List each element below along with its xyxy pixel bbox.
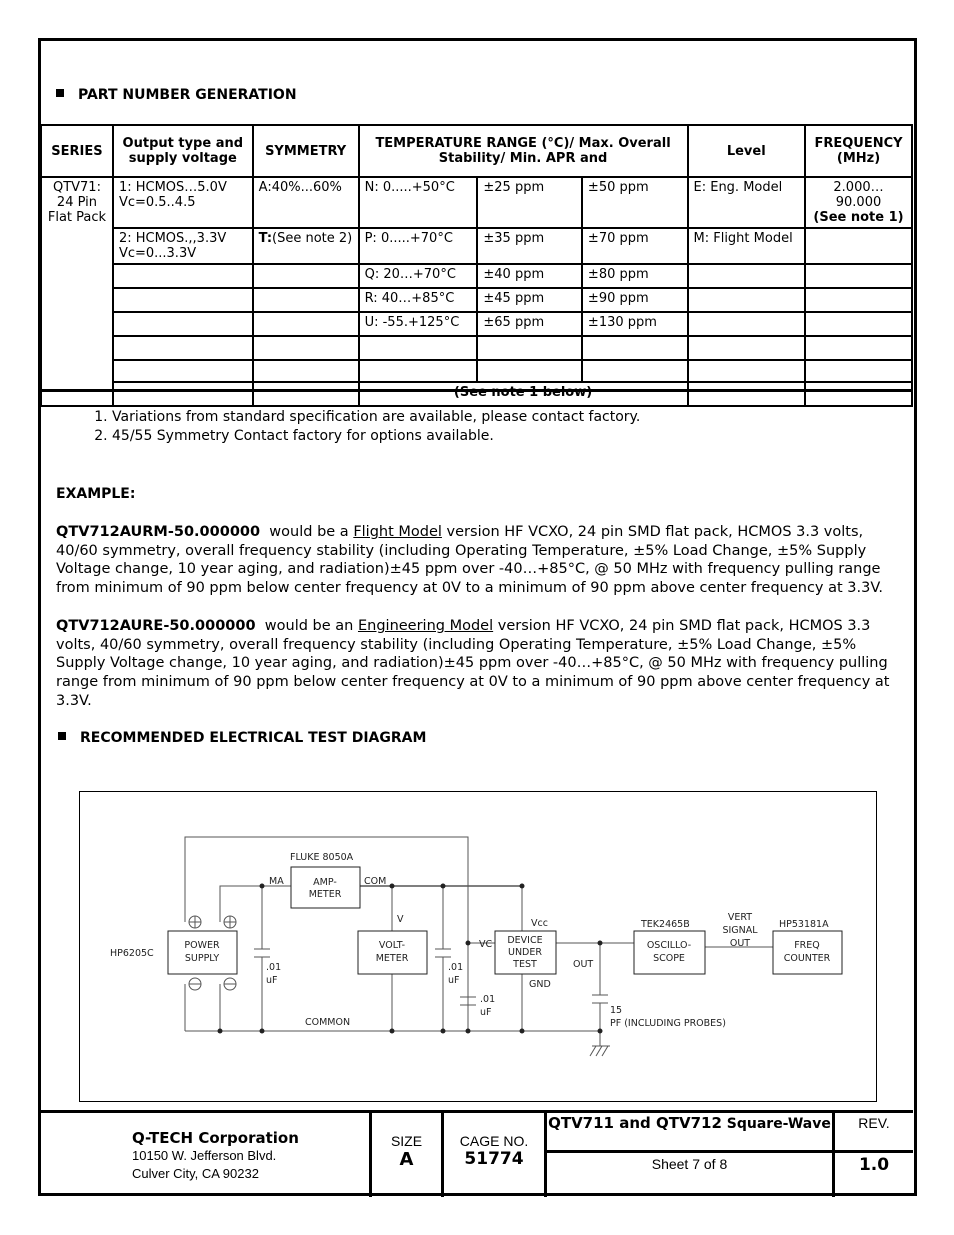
temp-cell: N: 0.....+50°C [359, 177, 478, 228]
empty-cell [805, 264, 912, 288]
empty-cell [688, 360, 806, 382]
output-line: 1: HCMOS…5.0V [118, 180, 227, 195]
part-number-table [40, 124, 913, 407]
empty-cell [805, 336, 912, 360]
title-sub: Square-Wave [721, 1116, 831, 1132]
apr-cell: ±50 ppm [582, 177, 688, 228]
stability-cell: ±65 ppm [477, 312, 582, 336]
empty-cell [253, 382, 359, 406]
frequency-range: 2.000…90.000 [833, 180, 884, 210]
empty-cell [113, 264, 253, 288]
empty-cell [253, 360, 359, 382]
cap-label: .01 [266, 962, 282, 973]
section-test-diagram [58, 730, 426, 746]
voltmeter-label: VOLT- [378, 940, 406, 951]
empty-cell [113, 360, 253, 382]
engineering-model-term: Engineering Model [357, 618, 494, 634]
see-note-cell: (See note 1 below) [359, 382, 688, 406]
hp6205c-label: HP6205C [110, 948, 154, 959]
frequency-cell [805, 177, 912, 228]
empty-cell [688, 336, 806, 360]
empty-cell [253, 312, 359, 336]
output-cell [113, 228, 253, 264]
table-row [41, 312, 912, 336]
fluke-label: FLUKE 8050A [290, 852, 354, 863]
cap-label: .01 [480, 994, 496, 1005]
apr-cell: ±70 ppm [582, 228, 688, 264]
common-label: COMMON [305, 1017, 351, 1028]
section-title: RECOMMENDED ELECTRICAL TEST DIAGRAM [80, 730, 427, 746]
rev-cell [835, 1113, 913, 1197]
header-symmetry: SYMMETRY [253, 125, 359, 177]
document-title [547, 1113, 832, 1153]
apr-cell: ±90 ppm [582, 288, 688, 312]
freq-counter-label: COUNTER [783, 953, 831, 964]
v-label: V [397, 914, 404, 925]
empty-cell [688, 312, 806, 336]
stability-cell: ±45 ppm [477, 288, 582, 312]
empty-cell [253, 288, 359, 312]
gnd-label: GND [529, 979, 551, 990]
empty-cell [805, 360, 912, 382]
sheet-number: Sheet 7 of 8 [651, 1156, 728, 1172]
example-1 [56, 523, 908, 598]
cap-15-label: 15 [610, 1005, 623, 1016]
empty-cell [113, 382, 253, 406]
temp-cell: U: -55.+125°C [359, 312, 478, 336]
series-line: QTV71: [52, 180, 101, 195]
level-cell: M: Flight Model [688, 228, 806, 264]
com-label: COM [364, 876, 387, 887]
tek-label: TEK2465B [641, 919, 690, 930]
empty-cell [253, 264, 359, 288]
series-line: 24 Pin [56, 195, 98, 210]
voltmeter-label: METER [375, 953, 409, 964]
rev-label: REV. [835, 1113, 913, 1153]
table-row [41, 288, 912, 312]
company-cell [40, 1113, 372, 1197]
example-title: EXAMPLE: [56, 486, 136, 502]
address-line: 10150 W. Jefferson Blvd. [132, 1148, 277, 1163]
vcc-label: Vcc [531, 918, 548, 929]
temp-cell: R: 40…+85°C [359, 288, 478, 312]
symmetry-note: (See note 2) [272, 231, 353, 246]
cap-unit: uF [480, 1007, 492, 1018]
empty-cell [805, 228, 912, 264]
output-line: Vc=0.5..4.5 [118, 195, 196, 210]
bullet-icon [56, 89, 64, 97]
level-cell: E: Eng. Model [688, 177, 806, 228]
frequency-note: (See note 1) [813, 210, 904, 225]
part-number: QTV712AURE-50.000000 [56, 618, 256, 634]
temp-cell: Q: 20…+70°C [359, 264, 478, 288]
section-part-number-generation [56, 87, 297, 103]
signal-label: VERT [727, 912, 753, 923]
flight-model-term: Flight Model [353, 524, 442, 540]
empty-cell [805, 312, 912, 336]
empty-cell [688, 382, 806, 406]
apr-cell: ±80 ppm [582, 264, 688, 288]
output-line: 2: HCMOS.,,3.3V [118, 231, 227, 246]
cap-label: .01 [448, 962, 464, 973]
cap-unit: uF [266, 975, 278, 986]
note-item: 2. 45/55 Symmetry Contact factory for options available. [112, 427, 640, 446]
text: would be an [255, 618, 358, 634]
stability-cell: ±40 ppm [477, 264, 582, 288]
company-name: Q-TECH Corporation [132, 1129, 299, 1147]
header-level: Level [688, 125, 806, 177]
rev-value: 1.0 [858, 1155, 890, 1175]
empty-cell [688, 288, 806, 312]
oscilloscope-label: OSCILLO- [646, 940, 692, 951]
text: version HF VCXO, 24 pin SMD flat pack, HCMOS 3.3 volts, 40/60 symmetry, overall frequency stability (including Operating Temperature, ±5% Load Change, ±5% Supply Voltage change, 10 year aging, and radiation)±45 ppm over -40…+85°C, @ 50 MHz with frequency pulling range from minimum of 90 ppm below center frequency at 0V to a minimum of 90 ppm above center frequency at 3.3V. [56, 618, 890, 709]
cage-value: 51774 [464, 1149, 524, 1169]
power-supply-label: POWER [184, 940, 220, 951]
temp-cell: P: 0.....+70°C [359, 228, 478, 264]
header-series: SERIES [41, 125, 113, 177]
ma-label: MA [269, 876, 284, 887]
table-bottom-rule [40, 389, 913, 392]
table-row [41, 360, 912, 382]
text: would be a [260, 524, 354, 540]
apr-cell: ±130 ppm [582, 312, 688, 336]
empty-cell [113, 312, 253, 336]
test-circuit-diagram [80, 792, 876, 1101]
output-cell [113, 177, 253, 228]
header-temperature: TEMPERATURE RANGE (°C)/ Max. Overall Stability/ Min. APR and [359, 125, 688, 177]
section-title: PART NUMBER GENERATION [78, 87, 297, 103]
text: version HF VCXO, 24 pin SMD flat pack, HCMOS 3.3 volts, 40/60 symmetry, overall frequency stability (including Operating Temperature, ±5% Load Change, ±5% Supply Voltage change, 10 year aging, and radiation)±45 ppm over -40…+85°C, @ 50 MHz with frequency pulling range from minimum of 90 ppm below center frequency at 0V to a minimum of 90 ppm above center frequency at 3.3V. [56, 524, 884, 597]
empty-cell [477, 336, 582, 360]
note-item: 1. Variations from standard specification are available, please contact factory. [112, 408, 640, 427]
symmetry-cell [253, 228, 359, 264]
empty-cell [113, 336, 253, 360]
dut-label: DEVICE [507, 935, 543, 946]
title-block [40, 1110, 913, 1197]
empty-cell [805, 288, 912, 312]
empty-cell [477, 360, 582, 382]
empty-cell [113, 288, 253, 312]
bullet-icon [58, 732, 66, 740]
empty-cell [805, 382, 912, 406]
stability-cell: ±25 ppm [477, 177, 582, 228]
empty-cell [253, 336, 359, 360]
test-diagram-box [79, 791, 877, 1102]
cage-cell [444, 1113, 547, 1197]
series-cell [41, 177, 113, 406]
cap-unit: uF [448, 975, 460, 986]
empty-cell [582, 360, 688, 382]
size-cell [372, 1113, 444, 1197]
signal-label: SIGNAL [722, 925, 758, 936]
document-title-cell [547, 1113, 835, 1197]
size-label: SIZE [390, 1133, 423, 1149]
empty-cell [582, 336, 688, 360]
example-2 [56, 617, 908, 711]
symmetry-cell: A:40%...60% [253, 177, 359, 228]
symmetry-code: T: [258, 231, 273, 246]
empty-cell [359, 360, 478, 382]
dut-label: UNDER [508, 947, 542, 958]
table-row [41, 228, 912, 264]
table-row [41, 264, 912, 288]
signal-label: OUT [729, 938, 751, 949]
title-main: QTV711 and QTV712 [548, 1114, 722, 1132]
output-line: Vc=0...3.3V [118, 246, 197, 261]
hp53181a-label: HP53181A [779, 919, 829, 930]
table-row [41, 382, 912, 406]
cage-label: CAGE NO. [459, 1133, 529, 1149]
address-line: Culver City, CA 90232 [132, 1166, 259, 1181]
header-frequency: FREQUENCY (MHz) [805, 125, 912, 177]
dut-label: TEST [513, 959, 537, 970]
out-label: OUT [573, 959, 594, 970]
oscilloscope-label: SCOPE [653, 953, 685, 964]
stability-cell: ±35 ppm [477, 228, 582, 264]
part-number: QTV712AURM-50.000000 [56, 524, 261, 540]
freq-counter-label: FREQ [794, 940, 820, 951]
table-row [41, 177, 912, 228]
table-row [41, 336, 912, 360]
empty-cell [688, 264, 806, 288]
notes-list [58, 408, 640, 446]
ammeter-label: METER [308, 889, 342, 900]
power-supply-label: SUPPLY [184, 953, 220, 964]
ammeter-label: AMP- [313, 877, 337, 888]
empty-cell [359, 336, 478, 360]
vc-label: VC [479, 939, 493, 950]
size-value: A [399, 1149, 414, 1170]
series-line: Flat Pack [47, 210, 107, 225]
header-output: Output type and supply voltage [113, 125, 253, 177]
pf-label: PF (INCLUDING PROBES) [610, 1018, 726, 1029]
